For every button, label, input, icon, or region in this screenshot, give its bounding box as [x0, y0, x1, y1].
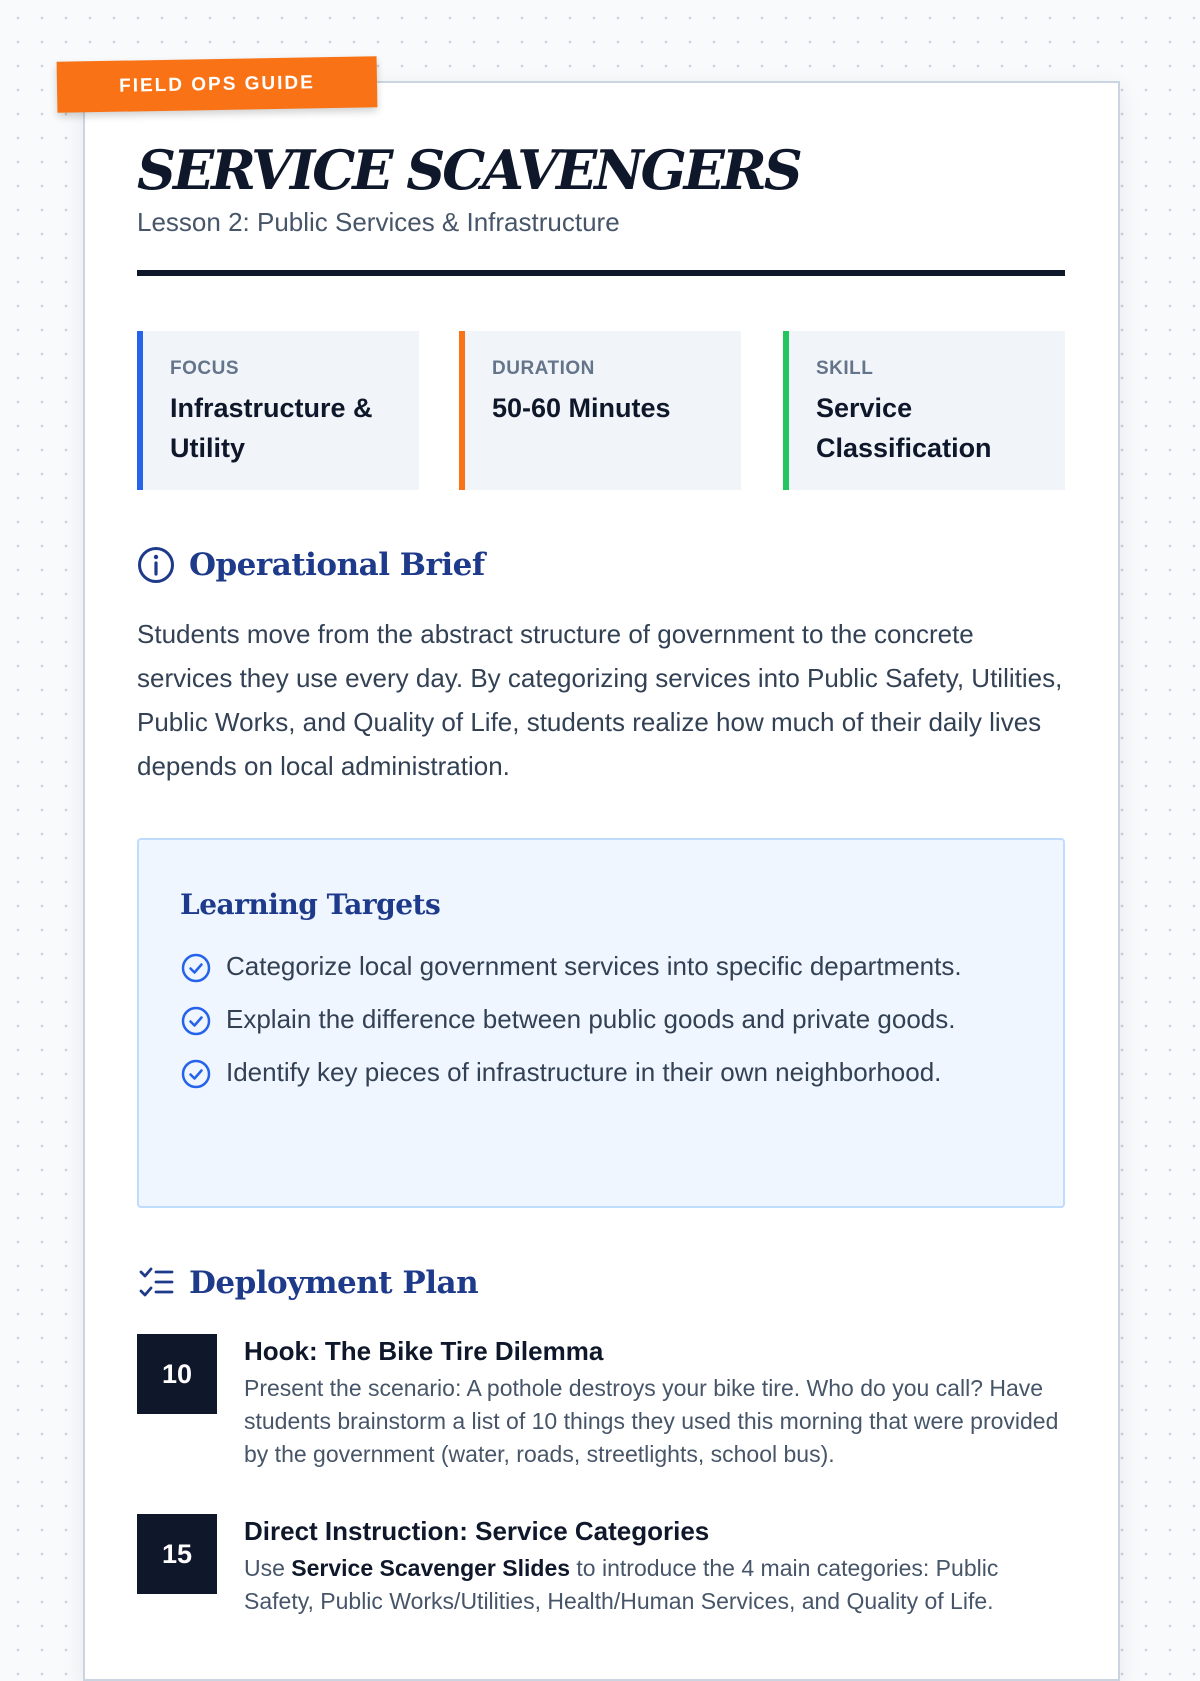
deployment-plan-heading: [137, 1264, 478, 1302]
stat-skill: [783, 331, 1065, 490]
learning-target-item: [180, 999, 1040, 1039]
learning-target-text: Explain the difference between public goods and private goods.: [226, 1004, 956, 1034]
slides-reference: Service Scavenger Slides: [291, 1555, 571, 1581]
section-title: Operational Brief: [189, 547, 485, 583]
section-title: Deployment Plan: [189, 1265, 479, 1301]
stat-focus: [137, 331, 419, 490]
page-subtitle: Lesson 2: Public Services & Infrastructure: [137, 207, 620, 237]
step-description-text: Use: [244, 1555, 292, 1581]
step-description-text: to introduce the 4 main categories: Public Safety, Public Works/Utilities, Health/Human Services, and Quality of Life.: [244, 1555, 999, 1614]
step-minutes-badge: 10: [137, 1334, 217, 1414]
step-title: Direct Instruction: Service Categories: [244, 1516, 710, 1546]
learning-targets-list: [180, 946, 1040, 1105]
stat-value: Infrastructure & Utility: [170, 393, 373, 463]
learning-target-item: [180, 1052, 1040, 1092]
checklist-icon: [137, 1264, 175, 1302]
step-body: [244, 1514, 1065, 1618]
stat-label: DURATION: [492, 358, 595, 379]
step-description: [244, 1552, 1065, 1618]
operational-brief-heading: [137, 546, 485, 584]
learning-target-text: Identify key pieces of infrastructure in their own neighborhood.: [226, 1057, 942, 1087]
check-circle-icon: [180, 952, 212, 984]
stat-value: 50-60 Minutes: [492, 393, 671, 423]
stat-value: Service Classification: [816, 393, 992, 463]
step-title: Hook: The Bike Tire Dilemma: [244, 1336, 604, 1366]
check-circle-icon: [180, 1005, 212, 1037]
learning-targets-title: Learning Targets: [180, 888, 441, 921]
stat-label: SKILL: [816, 358, 874, 379]
step-body: [244, 1334, 1065, 1471]
plan-step: [137, 1514, 1065, 1618]
field-ops-badge: FIELD OPS GUIDE: [57, 56, 378, 113]
page-title: SERVICE SCAVENGERS: [137, 138, 800, 202]
info-icon: [137, 546, 175, 584]
learning-target-item: [180, 946, 1040, 986]
plan-step: [137, 1334, 1065, 1471]
title-divider: [137, 270, 1065, 276]
stat-duration: [459, 331, 741, 490]
check-circle-icon: [180, 1058, 212, 1090]
step-description: Present the scenario: A pothole destroys your bike tire. Who do you call? Have students brainstorm a list of 10 things they used this morning that were provided by the government (water, roads, streetlights, school bus).: [244, 1375, 1059, 1467]
lesson-stats: [137, 331, 1065, 490]
operational-brief-text: Students move from the abstract structure of government to the concrete services they use every day. By categorizing services into Public Safety, Utilities, Public Works, and Quality of Life, students realize how much of their daily lives depends on local administration.: [137, 619, 1063, 781]
learning-targets-panel: [137, 838, 1065, 1208]
step-minutes-badge: 15: [137, 1514, 217, 1594]
learning-target-text: Categorize local government services into specific departments.: [226, 951, 962, 981]
stat-label: FOCUS: [170, 358, 239, 379]
